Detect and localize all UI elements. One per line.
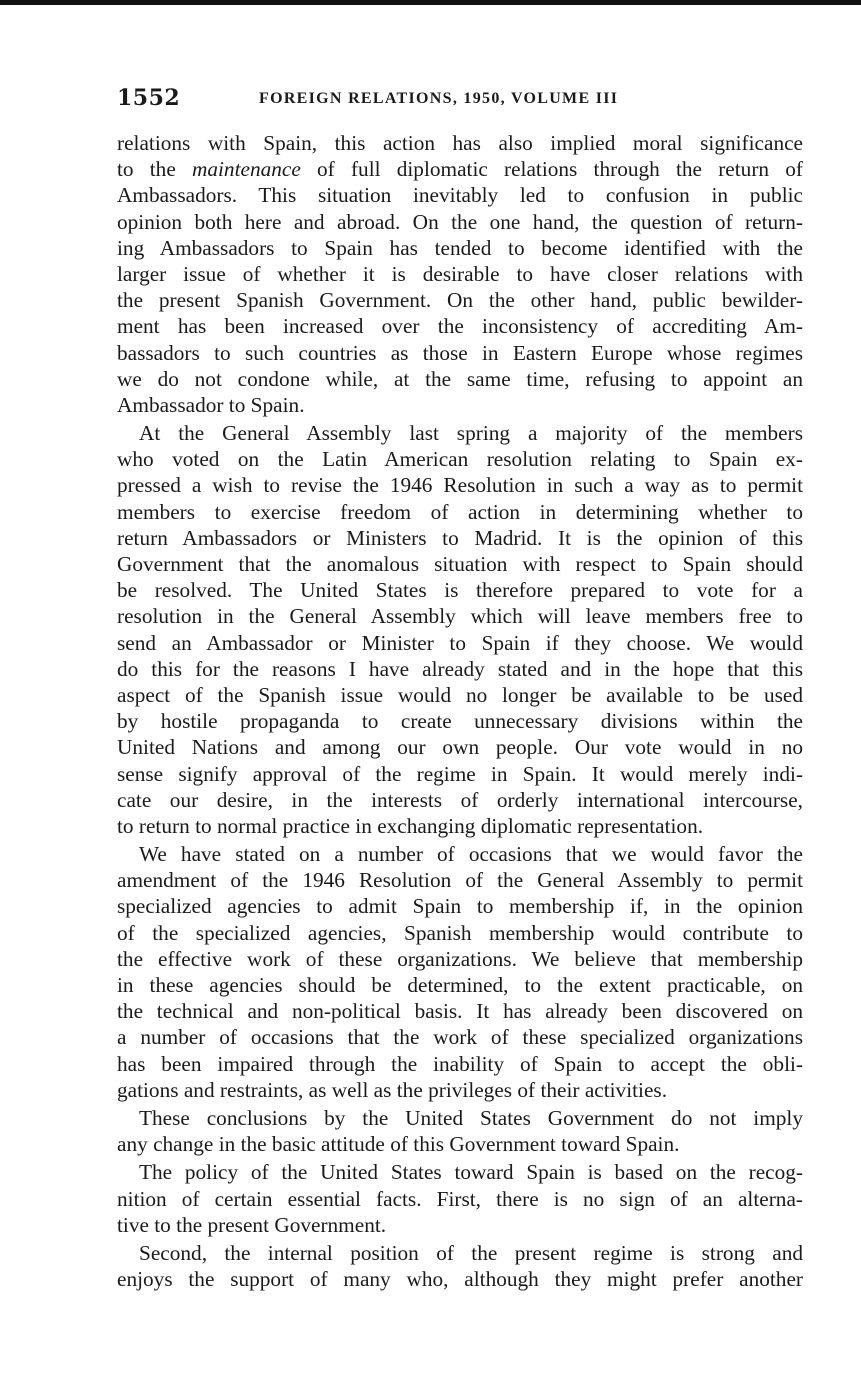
- text-line: opinion both here and abroad. On the one hand, the question of return-: [117, 209, 803, 234]
- text-line: any change in the basic attitude of this Government toward Spain.: [117, 1132, 680, 1157]
- text-line: has been impaired through the inability of Spain to accept the obli-: [117, 1051, 803, 1076]
- text-line: the technical and non-political basis. It has already been discovered on: [117, 999, 803, 1024]
- text-line: enjoys the support of many who, although they might prefer another: [117, 1267, 803, 1292]
- italic-emphasis: maintenance: [191, 157, 301, 182]
- text-line: tive to the present Government.: [117, 1212, 387, 1237]
- paragraph: [117, 130, 803, 418]
- text-line: by hostile propaganda to create unnecessary divisions within the: [117, 709, 803, 734]
- text-line: ing Ambassadors to Spain has tended to become identified with the: [117, 235, 803, 260]
- page-number: 1552: [117, 85, 181, 111]
- text-line: These conclusions by the United States Government do not imply: [139, 1105, 803, 1130]
- text-line: bassadors to such countries as those in Eastern Europe whose regimes: [117, 340, 803, 365]
- text-line: At the General Assembly last spring a majority of the members: [139, 421, 803, 446]
- text-line: return Ambassadors or Ministers to Madrid. It is the opinion of this: [117, 525, 803, 550]
- text-line: Second, the internal position of the present regime is strong and: [139, 1240, 803, 1265]
- running-head: FOREIGN RELATIONS, 1950, VOLUME III: [259, 90, 619, 107]
- text-line: gations and restraints, as well as the privileges of their activities.: [117, 1077, 668, 1102]
- text-line: the present Spanish Government. On the other hand, public bewilder-: [117, 288, 803, 313]
- text-line: resolution in the General Assembly which will leave members free to: [117, 604, 803, 629]
- text-line: specialized agencies to admit Spain to membership if, in the opinion: [117, 894, 803, 919]
- text-line: We have stated on a number of occasions that we would favor the: [139, 842, 803, 867]
- top-border-rule: [0, 0, 861, 5]
- text-line: ment has been increased over the inconsistency of accrediting Am-: [117, 314, 803, 339]
- text-line: the effective work of these organizations. We believe that membership: [117, 946, 803, 971]
- text-line: The policy of the United States toward Spain is based on the recog-: [139, 1160, 803, 1185]
- body-text: [117, 130, 803, 1292]
- paragraph: [117, 841, 803, 1103]
- text-line: nition of certain essential facts. First, there is no sign of an alterna-: [117, 1186, 803, 1211]
- text-line: a number of occasions that the work of these specialized organizations: [117, 1025, 803, 1050]
- text-line: aspect of the Spanish issue would no longer be available to be used: [117, 682, 803, 707]
- text-line-with-italic: to the maintenance of full diplomatic relations through the return of: [117, 157, 803, 182]
- text-line: members to exercise freedom of action in determining whether to: [117, 499, 803, 524]
- text-line: Government that the anomalous situation with respect to Spain should: [117, 552, 803, 576]
- paragraph: [117, 420, 803, 839]
- paragraph: [117, 1240, 803, 1292]
- text-line: Ambassador to Spain.: [117, 392, 305, 417]
- page-header: [117, 85, 803, 115]
- text-line: be resolved. The United States is therefore prepared to vote for a: [117, 578, 803, 603]
- text-line: amendment of the 1946 Resolution of the General Assembly to permit: [117, 868, 803, 893]
- text-line: relations with Spain, this action has also implied moral significance: [117, 131, 803, 155]
- text-line: sense signify approval of the regime in Spain. It would merely indi-: [117, 761, 803, 786]
- text-line: who voted on the Latin American resolution relating to Spain ex-: [117, 447, 803, 472]
- paragraph: [117, 1105, 803, 1157]
- text-line: larger issue of whether it is desirable to have closer relations with: [117, 261, 803, 286]
- text-line: to return to normal practice in exchanging diplomatic representation.: [117, 813, 704, 838]
- text-line: send an Ambassador or Minister to Spain if they choose. We would: [117, 630, 803, 655]
- text-line: pressed a wish to revise the 1946 Resolution in such a way as to permit: [117, 473, 803, 498]
- text-line: United Nations and among our own people. Our vote would in no: [117, 735, 803, 760]
- paragraph: [117, 1159, 803, 1238]
- text-line: in these agencies should be determined, to the extent practicable, on: [117, 973, 803, 997]
- text-line: do this for the reasons I have already stated and in the hope that this: [117, 656, 803, 681]
- text-line: of the specialized agencies, Spanish membership would contribute to: [117, 920, 803, 945]
- text-line: we do not condone while, at the same time, refusing to appoint an: [117, 366, 803, 391]
- text-line: Ambassadors. This situation inevitably led to confusion in public: [117, 183, 803, 208]
- text-line: cate our desire, in the interests of orderly international intercourse,: [117, 787, 803, 812]
